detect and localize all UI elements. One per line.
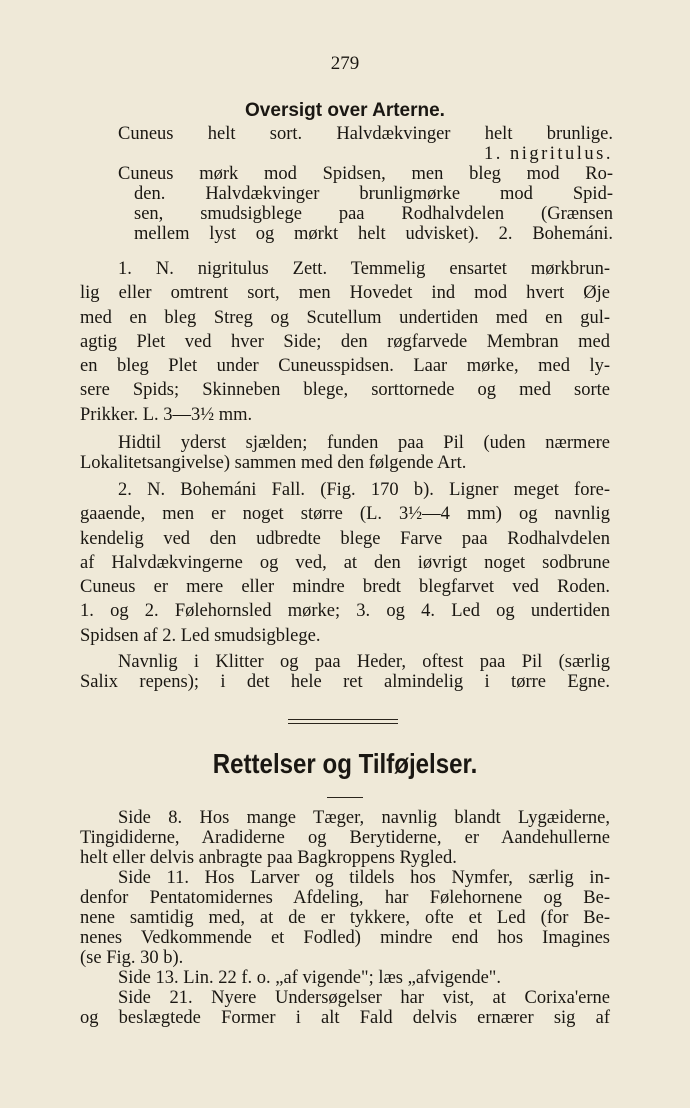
text-line: nene samtidig med, at de er tykkere, ofte et Led (for Be- xyxy=(80,908,610,928)
text-line: Hidtil yderst sjælden; funden paa Pil (uden nærmere xyxy=(118,433,610,453)
key-line: den. Halvdækvinger brunligmørke mod Spid- xyxy=(134,184,613,204)
text-line: gaaende, men er noget større (L. 3½—4 mm) og navnlig xyxy=(80,504,610,525)
text-line: Lokalitetsangivelse) sammen med den følgende Art. xyxy=(80,453,467,473)
text-line: af Halvdækvingerne og ved, at den iøvrigt noget sodbrune xyxy=(80,552,610,573)
text-line: lig eller omtrent sort, men Hovedet ind mod hvert Øje xyxy=(80,283,610,304)
corrections-heading: Rettelser og Tilføjelser. xyxy=(212,748,478,779)
species-2-description xyxy=(80,478,610,648)
key-line: mellem lyst og mørkt helt udvisket). 2. Bohemáni. xyxy=(134,224,613,244)
text-line: (se Fig. 30 b). xyxy=(80,948,184,968)
text-line: 2. N. Bohemáni Fall. (Fig. 170 b). Ligner meget fore- xyxy=(118,480,610,500)
text-line: Spidsen af 2. Led smudsigblege. xyxy=(80,625,321,646)
text-line: denfor Pentatomidernes Afdeling, har Følehornene og Be- xyxy=(80,888,610,908)
species-1-description xyxy=(80,257,610,427)
text-line: nenes Vedkommende et Fodled) mindre end hos Imagines xyxy=(80,928,610,948)
text-line: kendelig ved den udbredte blege Farve paa Rodhalvdelen xyxy=(80,528,610,549)
text-line: Cuneus er mere eller mindre bredt blegfarvet ved Roden. xyxy=(80,577,610,598)
key-line: Cuneus helt sort. Halvdækvinger helt brunlige. xyxy=(118,124,613,144)
species-key xyxy=(118,124,613,244)
key-line: Cuneus mørk mod Spidsen, men bleg mod Ro- xyxy=(118,164,613,184)
key-line: 1. nigritulus. xyxy=(483,144,613,164)
key-heading: Oversigt over Arterne. xyxy=(245,100,445,121)
key-line: sen, smudsigblege paa Rodhalvdelen (Grænsen xyxy=(134,204,613,224)
species-2-note xyxy=(80,652,610,692)
text-line: med en bleg Streg og Scutellum undertiden med en gul- xyxy=(80,307,610,328)
text-line: 1. N. nigritulus Zett. Temmelig ensartet mørkbrun- xyxy=(118,259,610,279)
text-line: helt eller delvis anbragte paa Bagkroppens Rygled. xyxy=(80,848,457,868)
text-line: Side 11. Hos Larver og tildels hos Nymfer, særlig in- xyxy=(118,868,610,888)
text-line: Salix repens); i det hele ret almindelig i tørre Egne. xyxy=(80,672,610,692)
text-line: og beslægtede Former i alt Fald delvis ernærer sig af xyxy=(80,1008,610,1028)
text-line: en bleg Plet under Cuneusspidsen. Laar mørke, med ly- xyxy=(80,356,610,377)
text-line: Tingididerne, Aradiderne og Berytiderne, er Aandehullerne xyxy=(80,828,610,848)
text-line: Side 13. Lin. 22 f. o. „af vigende"; læs „afvigende". xyxy=(118,968,501,988)
text-line: 1. og 2. Følehornsled mørke; 3. og 4. Led og undertiden xyxy=(80,601,610,622)
text-line: sere Spids; Skinneben blege, sorttornede og med sorte xyxy=(80,380,610,401)
text-line: Side 21. Nyere Undersøgelser har vist, at Corixa'erne xyxy=(118,988,610,1008)
text-line: Navnlig i Klitter og paa Heder, oftest paa Pil (særlig xyxy=(118,652,610,672)
text-line: agtig Plet ved hver Side; den røgfarvede Membran med xyxy=(80,331,610,352)
section-divider xyxy=(288,719,398,720)
corrections-list xyxy=(80,808,610,1028)
section-divider xyxy=(288,723,398,724)
species-1-note xyxy=(80,433,610,473)
text-line: Side 8. Hos mange Tæger, navnlig blandt Lygæiderne, xyxy=(118,808,610,828)
page-number: 279 xyxy=(330,53,360,74)
heading-rule xyxy=(327,797,363,798)
text-line: Prikker. L. 3—3½ mm. xyxy=(80,404,253,425)
